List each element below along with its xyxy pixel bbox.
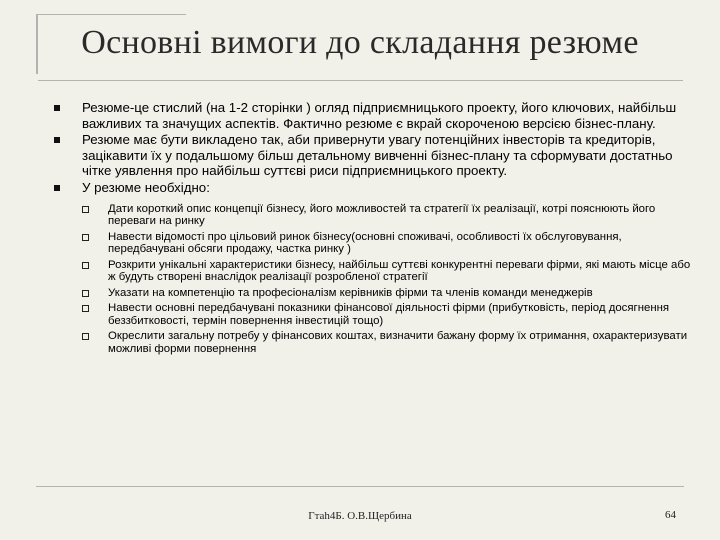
page-number: 64 [665,509,676,521]
title-frame-line-horizontal [36,14,186,15]
sub-bullet-item [52,231,692,256]
bullet-item [52,180,692,196]
hollow-square-bullet-icon [82,234,89,241]
sub-bullet-item [52,302,692,327]
sub-bullet-list [52,203,692,356]
sub-bullet-text: Указати на компетенцію та професіоналізм керівників фірми та членів команди менеджерів [108,286,593,299]
sub-bullet-text: Навести основні передбачувані показники фінансової діяльності фірми (прибутковість, період досягнення беззбитковості, термін повернення інвестицій тощо) [108,302,670,327]
square-bullet-icon [54,105,60,111]
slide-content [52,100,692,358]
sub-bullet-item [52,259,692,284]
sub-bullet-item [52,330,692,355]
slide-title: Основні вимоги до складання резюме [81,24,639,61]
title-divider [38,80,683,81]
sub-bullet-item [52,287,692,300]
hollow-square-bullet-icon [82,333,89,340]
hollow-square-bullet-icon [82,290,89,297]
sub-bullet-text: Дати короткий опис концепції бізнесу, його можливостей та стратегії їх реалізації, котрі пояснюють його переваги на ринку [108,202,656,228]
sub-bullet-text: Розкрити унікальні характеристики бізнесу, найбільш суттєві конкурентні переваги фірми, які мають місце або ж будуть створені внаслідок реалізації розробленої стратегії [108,258,691,284]
sub-bullet-text: Навести відомості про цільовий ринок бізнесу(основні споживачі, особливості їх обслуговування, передбачувані обсяги продажу, частка ринку ) [108,230,622,256]
square-bullet-icon [54,185,60,191]
bullet-item [52,132,692,179]
bullet-text: У резюме необхідно: [82,179,210,195]
square-bullet-icon [54,137,60,143]
hollow-square-bullet-icon [82,305,89,312]
footer-divider [36,486,684,487]
bullet-text: Резюме-це стислий (на 1-2 сторінки ) огляд підприємницького проекту, його ключових, найбільш важливих та значущих аспектів. Фактично резюме є вкрай скороченою версією бізнес-плану. [82,100,677,131]
hollow-square-bullet-icon [82,206,89,213]
bullet-text: Резюме має бути викладено так, аби привернути увагу потенційних інвесторів та кредиторів, зацікавити їх у подальшому більш детальному вивченні бізнес-плану та сформувати достатньо чітке уявлення про найбільш суттєві риси підприємницького проекту. [82,132,673,179]
sub-bullet-text: Окреслити загальну потребу у фінансових коштах, визначити бажану форму їх отримання, охарактеризувати можливі форми повернення [108,330,688,355]
footer-author: Гтаh4Б. О.В.Щербина [308,510,412,522]
bullet-item [52,100,692,131]
sub-bullet-item [52,203,692,228]
hollow-square-bullet-icon [82,262,89,269]
